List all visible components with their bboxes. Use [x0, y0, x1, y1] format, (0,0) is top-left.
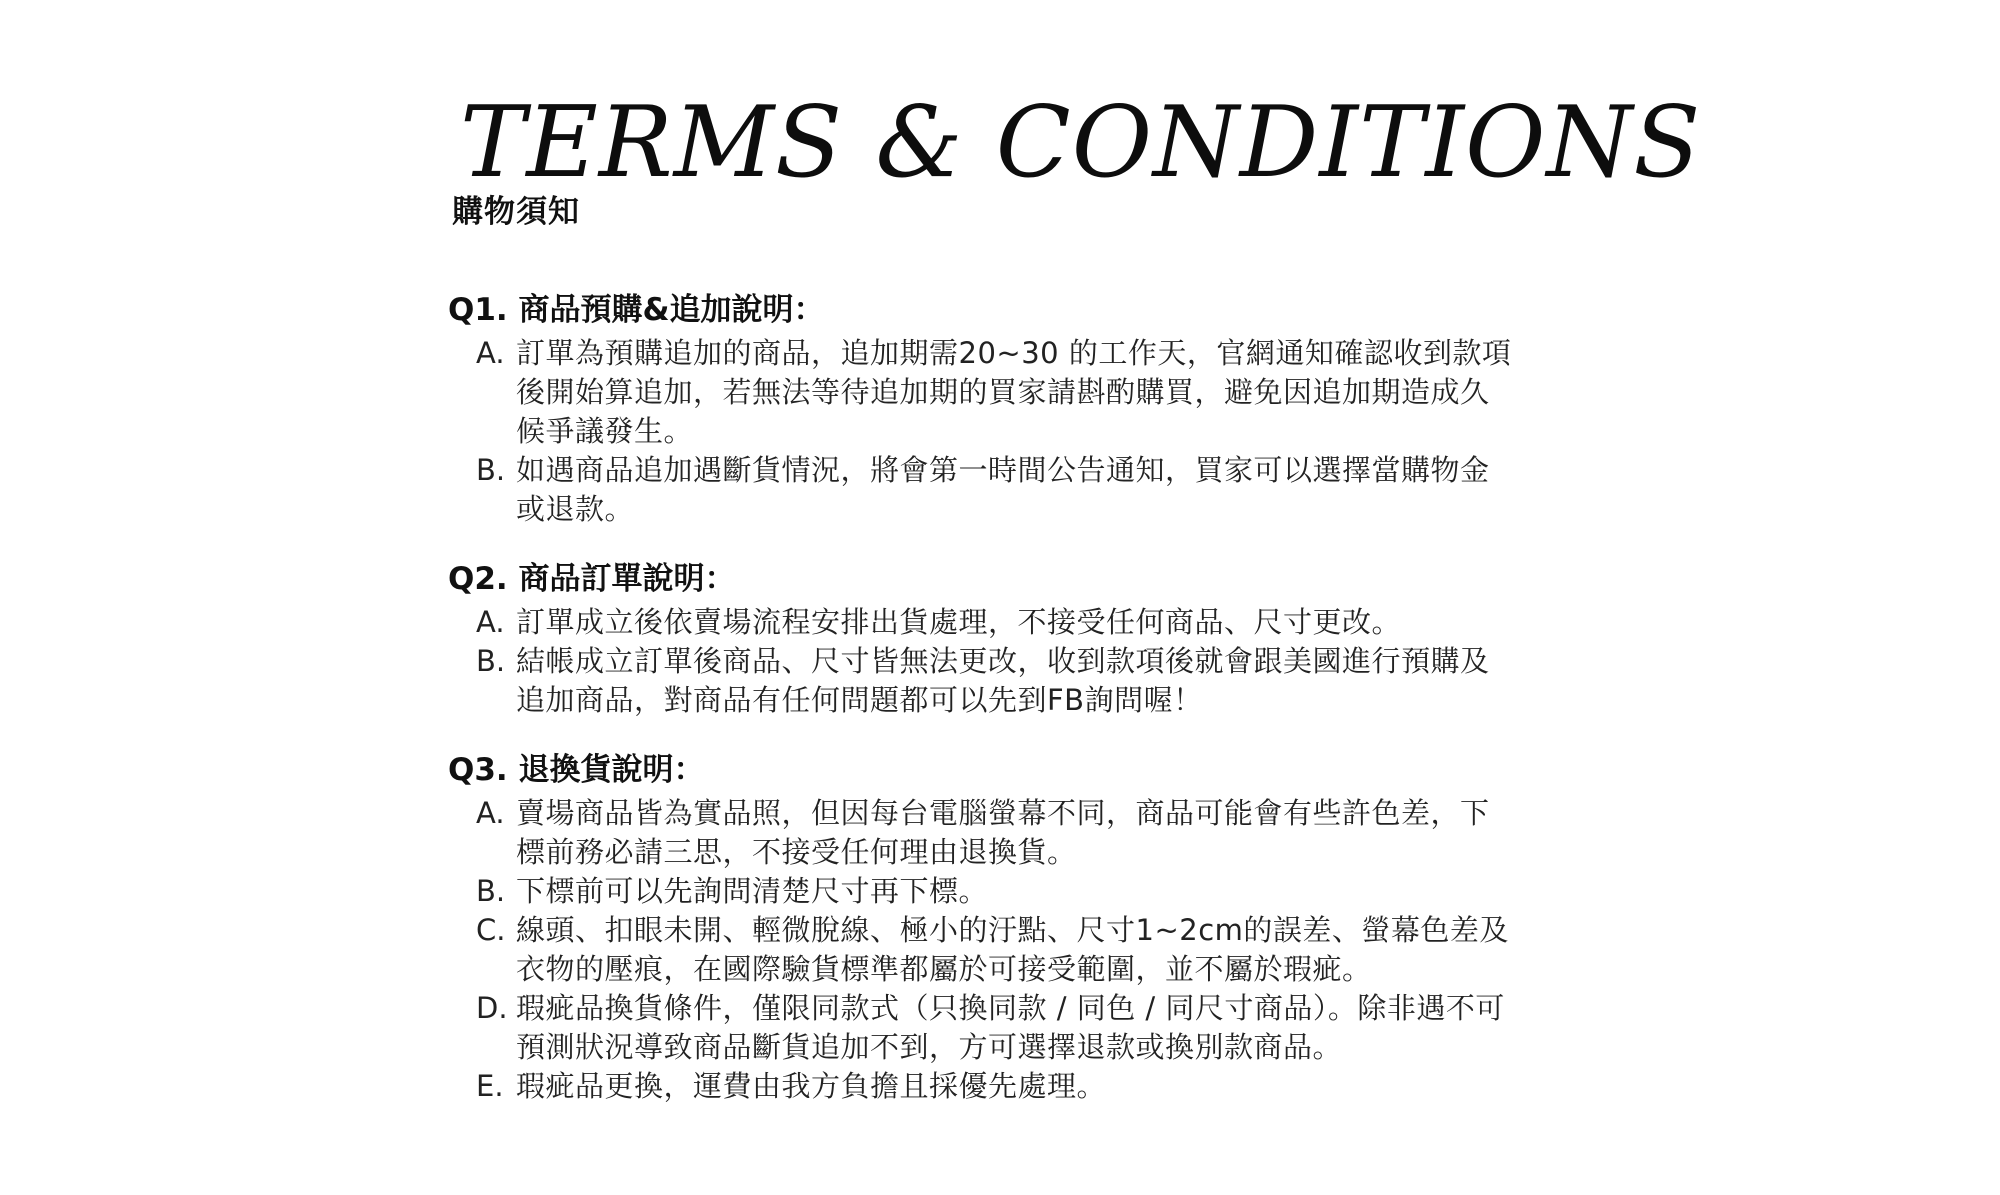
item-letter: A.: [476, 336, 505, 370]
item-text: 線頭、扣眼未開、輕微脫線、極小的汙點、尺寸1~2cm的誤差、螢幕色差及衣物的壓痕，在國際驗貨標準都屬於可接受範圍，並不屬於瑕疵。: [516, 913, 1509, 986]
item-letter: A.: [476, 796, 505, 830]
list-item: [448, 872, 1648, 911]
section-title: Q3. 退換貨說明：: [448, 752, 705, 788]
terms-content: [448, 286, 1648, 1132]
item-letter: A.: [476, 605, 505, 639]
section-q1: [448, 286, 1648, 529]
list-item: [448, 451, 1648, 529]
item-letter: C.: [476, 913, 506, 947]
item-letter: B.: [476, 874, 506, 908]
list-item: [448, 1067, 1648, 1106]
section-q3: [448, 746, 1648, 1106]
section-title: Q2. 商品訂單說明：: [448, 561, 736, 597]
page-title: TERMS & CONDITIONS: [460, 86, 1702, 200]
list-item: [448, 911, 1648, 989]
list-item: [448, 603, 1648, 642]
item-text: 訂單為預購追加的商品，追加期需20~30 的工作天，官網通知確認收到款項後開始算追加，若無法等待追加期的買家請斟酌購買，避免因追加期造成久候爭議發生。: [516, 336, 1512, 448]
section-title: Q1. 商品預購&追加說明：: [448, 292, 825, 328]
item-letter: E.: [476, 1069, 504, 1103]
list-item: [448, 794, 1648, 872]
item-letter: D.: [476, 991, 508, 1025]
page-subtitle: 購物須知: [452, 194, 580, 230]
item-text: 瑕疵品換貨條件，僅限同款式（只換同款 / 同色 / 同尺寸商品）。除非遇不可預測狀況導致商品斷貨追加不到，方可選擇退款或換別款商品。: [516, 991, 1505, 1064]
item-text: 結帳成立訂單後商品、尺寸皆無法更改，收到款項後就會跟美國進行預購及追加商品，對商品有任何問題都可以先到FB詢問喔！: [516, 644, 1490, 717]
section-q2: [448, 555, 1648, 720]
item-text: 訂單成立後依賣場流程安排出貨處理，不接受任何商品、尺寸更改。: [516, 605, 1402, 639]
list-item: [448, 642, 1648, 720]
item-text: 下標前可以先詢問清楚尺寸再下標。: [516, 874, 989, 908]
section-items: [448, 603, 1648, 720]
section-items: [448, 334, 1648, 529]
item-text: 賣場商品皆為實品照，但因每台電腦螢幕不同，商品可能會有些許色差，下標前務必請三思，不接受任何理由退換貨。: [516, 796, 1490, 869]
item-letter: B.: [476, 453, 506, 487]
section-items: [448, 794, 1648, 1106]
list-item: [448, 334, 1648, 451]
list-item: [448, 989, 1648, 1067]
item-text: 如遇商品追加遇斷貨情況，將會第一時間公告通知，買家可以選擇當購物金或退款。: [516, 453, 1490, 526]
item-text: 瑕疵品更換，運費由我方負擔且採優先處理。: [516, 1069, 1107, 1103]
item-letter: B.: [476, 644, 506, 678]
